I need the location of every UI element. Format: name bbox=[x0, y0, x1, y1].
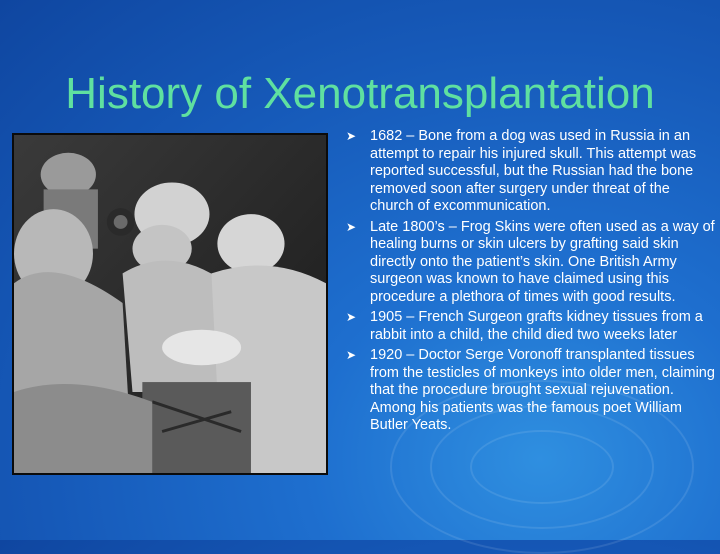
bullet-item bbox=[346, 219, 716, 307]
arrow-bullet-icon: ➤ bbox=[346, 310, 357, 324]
bullet-text: 1905 – French Surgeon grafts kidney tissues from a rabbit into a child, the child died two weeks later bbox=[370, 309, 703, 343]
surgeons-photo-icon bbox=[14, 135, 326, 473]
bullet-list bbox=[346, 128, 716, 438]
bullet-text: Late 1800’s – Frog Skins were often used as a way of healing burns or skin ulcers by grafting said skin directly onto the patient’s skin. One British Army surgeon was known to have claimed using this procedure a plethora of times with good results. bbox=[370, 218, 715, 305]
bullet-item bbox=[346, 347, 716, 435]
arrow-bullet-icon: ➤ bbox=[346, 129, 357, 143]
bullet-text: 1682 – Bone from a dog was used in Russia in an attempt to repair his injured skull. This attempt was reported successful, but the Russian had the bone removed soon after surgery under threat of the church of excommunication. bbox=[370, 128, 697, 214]
bullet-item bbox=[346, 309, 716, 344]
bullet-text: 1920 – Doctor Serge Voronoff transplanted tissues from the testicles of monkeys into older men, claiming that the procedure brought sexual rejuvenation. Among his patients was the famous poet William Butler Yeats. bbox=[370, 347, 715, 433]
arrow-bullet-icon: ➤ bbox=[346, 348, 357, 362]
slide-title: History of Xenotransplantation bbox=[65, 69, 655, 119]
arrow-bullet-icon: ➤ bbox=[346, 219, 357, 234]
surgeons-photo bbox=[12, 133, 328, 475]
bullet-item bbox=[346, 128, 716, 216]
